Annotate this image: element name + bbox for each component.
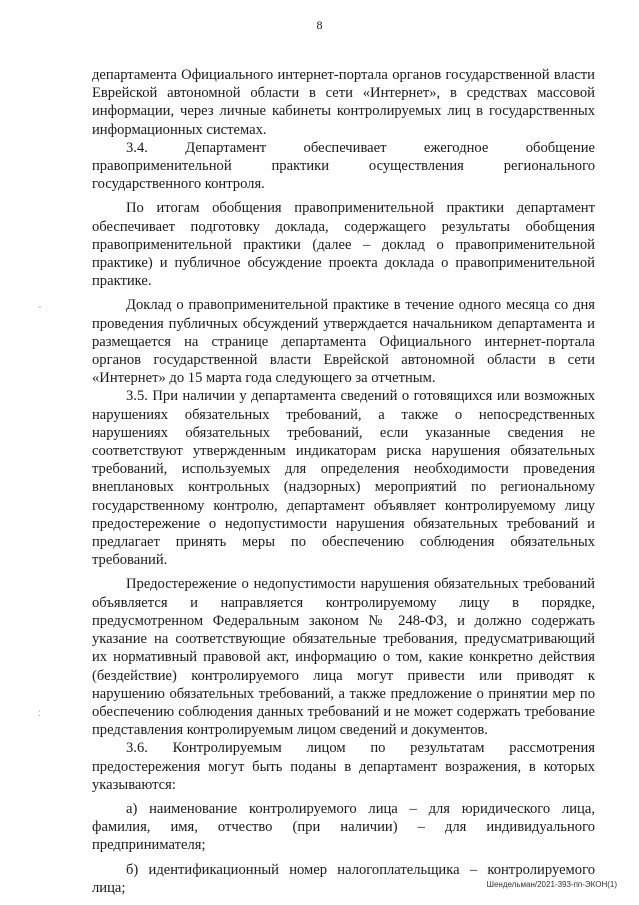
list-item-b: б) идентификационный номер налогоплательщика – контролируемого лица; (92, 861, 595, 896)
list-item-a: а) наименование контролируемого лица – для юридического лица, фамилия, имя, отчество (при наличии) – для индивидуального предпринимателя; (92, 800, 595, 854)
paragraph-report-approval: Доклад о правоприменительной практике в течение одного месяца со дня проведения публичных обсуждений утверждается начальником департамента и размещается на странице департамента Официального интернет-портала органов государственной власти Еврейской автономной области в сети «Интернет» до 15 марта года следующего за отчетным. (92, 297, 595, 387)
paragraph-3-4: 3.4. Департамент обеспечивает ежегодное обобщение правоприменительной практики осуществления регионального государственного контроля. (92, 139, 595, 193)
document-body (92, 66, 595, 897)
scan-mark: : (38, 708, 41, 719)
paragraph-3-5: 3.5. При наличии у департамента сведений о готовящихся или возможных нарушениях обязательных требований, а также о непосредственных нарушениях обязательных требований, если указанные сведения не соответствуют утвержденным индикаторам риска нарушения обязательных требований, используемых для определения необходимости проведения внеплановых контрольных (надзорных) мероприятий по региональному государственному контролю, департамент объявляет контролируемому лицу предостережение о недопустимости нарушения обязательных требований и предлагает принять меры по обеспечению соблюдения обязательных требований. (92, 388, 595, 569)
footer-document-code: Шендельман/2021-393-пп-ЭКОН(1) (486, 880, 617, 889)
paragraph-warning-content: Предостережение о недопустимости нарушения обязательных требований объявляется и направляется контролируемому лицу в порядке, предусмотренном Федеральным законом № 248-ФЗ, и должно содержать указание на соответствующие обязательные требования, предусматривающий их нормативный правовой акт, информацию о том, какие конкретно действия (бездействие) контролируемого лица могут привести или приводят к нарушению обязательных требований, а также предложение о принятии мер по обеспечению соблюдения данных требований и не может содержать требование представления контролируемым лицом сведений и документов. (92, 576, 595, 739)
paragraph-report-preparation: По итогам обобщения правоприменительной практики департамент обеспечивает подготовку доклада, содержащего результаты обобщения правоприменительной практики (далее – доклад о правоприменительной практике) и публичное обсуждение проекта доклада о правоприменительной практике. (92, 200, 595, 290)
scan-mark: - (38, 302, 42, 313)
paragraph-continuation: департамента Официального интернет-портала органов государственной власти Еврейской автономной области в сети «Интернет», в средствах массовой информации, через личные кабинеты контролируемых лиц в государственных информационных системах. (92, 67, 595, 138)
paragraph-3-6: 3.6. Контролируемым лицом по результатам рассмотрения предостережения могут быть поданы в департамент возражения, в которых указываются: (92, 740, 595, 793)
page-number: 8 (316, 18, 323, 32)
